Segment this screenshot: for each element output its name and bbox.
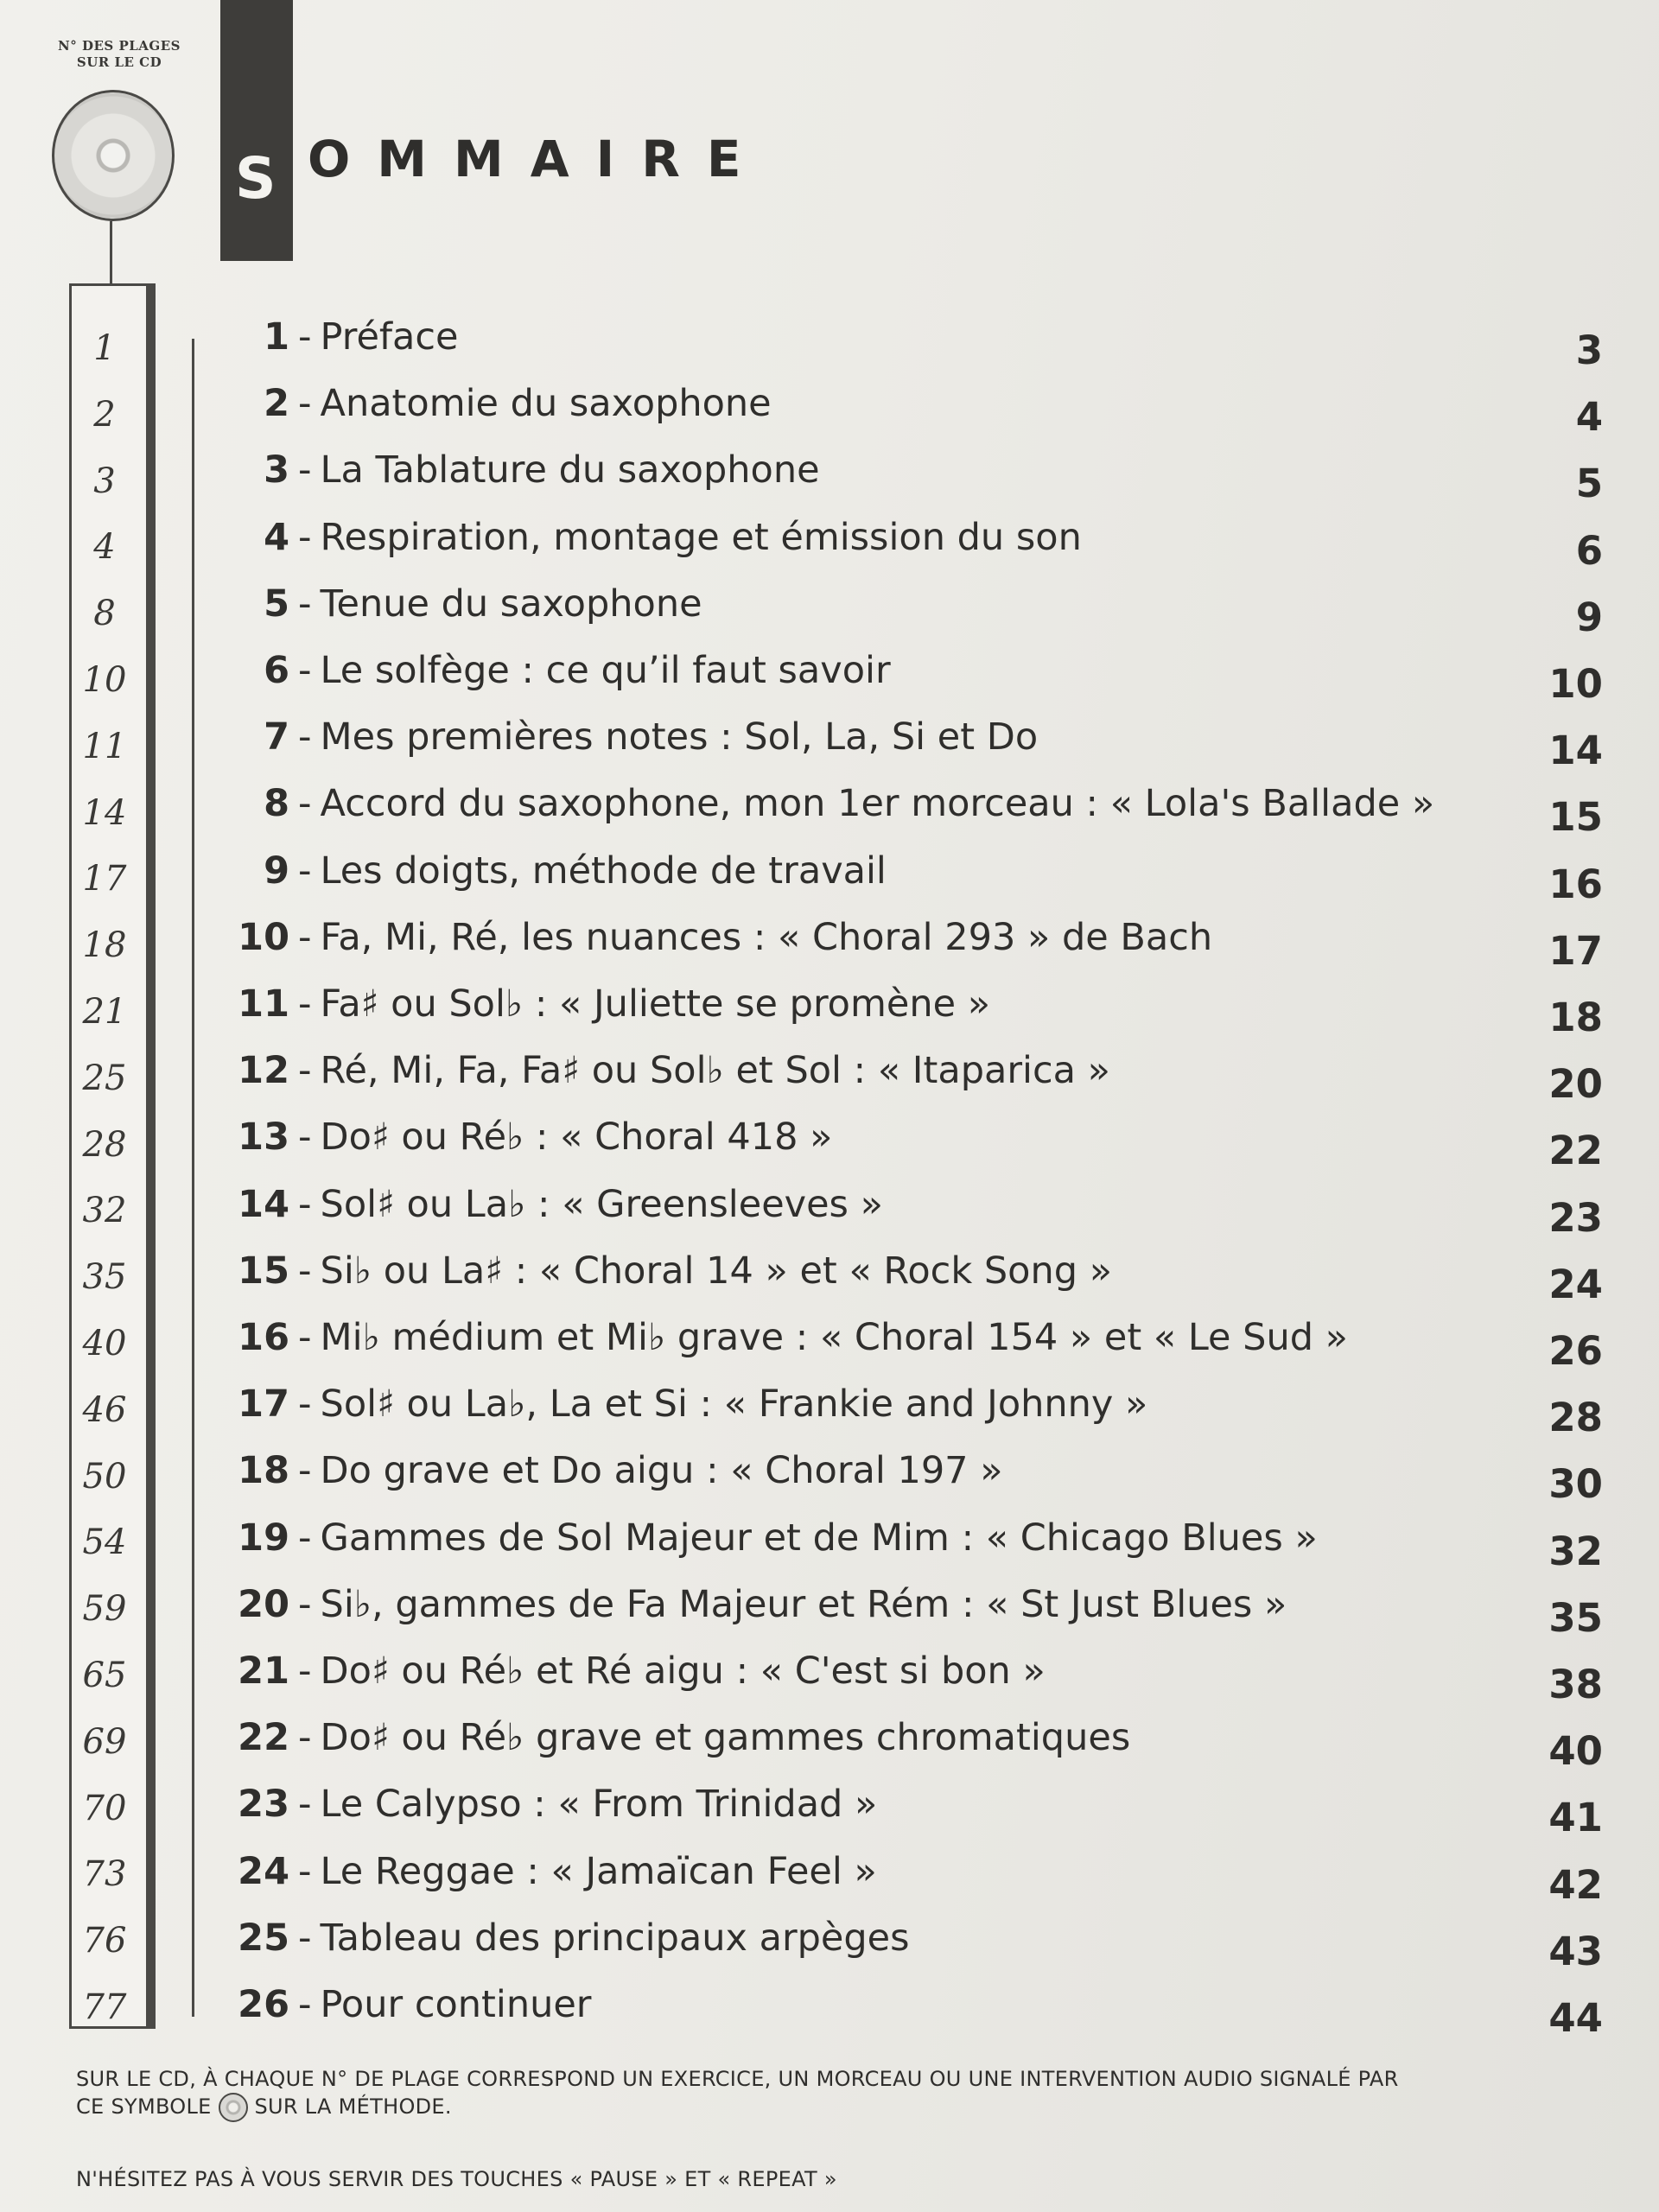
toc-row	[229, 915, 1611, 974]
toc-row	[229, 1316, 1611, 1374]
toc-separator: -	[298, 1449, 312, 1493]
toc-chapter-title: La Tablature du saxophone	[320, 448, 820, 493]
toc-separator: -	[298, 1849, 312, 1893]
toc-chapter-title: Préface	[320, 315, 459, 359]
toc-page-number: 22	[1548, 1128, 1603, 1174]
track-number: 10	[82, 660, 127, 700]
toc-row	[229, 1049, 1611, 1108]
footer-line-1: SUR LE CD, À CHAQUE N° DE PLAGE CORRESPOND UN EXERCICE, UN MORCEAU OU UNE INTERVENTION AUDIO SIGNALÉ PAR	[76, 2067, 1399, 2091]
toc-chapter-number: 1	[264, 315, 289, 359]
toc-chapter-number: 19	[238, 1516, 289, 1560]
track-number: 2	[93, 394, 116, 435]
footer-note-buttons: N'HÉSITEZ PAS À VOUS SERVIR DES TOUCHES « PAUSE » ET « REPEAT »	[76, 2167, 837, 2191]
toc-page-number: 32	[1548, 1528, 1603, 1574]
track-number: 65	[82, 1656, 127, 1695]
toc-separator: -	[298, 448, 312, 493]
toc-chapter-number: 4	[264, 515, 289, 559]
toc-chapter-title: Do♯ ou Ré♭ : « Choral 418 »	[320, 1116, 833, 1160]
toc-chapter-title: Mes premières notes : Sol, La, Si et Do	[320, 715, 1039, 760]
toc-chapter-number: 9	[264, 849, 289, 893]
track-number: 35	[82, 1257, 127, 1298]
toc-separator: -	[298, 1716, 312, 1760]
cd-icon	[52, 90, 175, 221]
toc-chapter-title: Si♭, gammes de Fa Majeur et Rém : « St Just Blues »	[320, 1582, 1287, 1626]
toc-separator: -	[298, 982, 312, 1026]
track-number: 11	[82, 726, 127, 766]
toc-chapter-title: Le Reggae : « Jamaïcan Feel »	[320, 1849, 877, 1893]
toc-row	[229, 1983, 1611, 2041]
track-number: 21	[82, 992, 127, 1032]
toc-row	[229, 515, 1611, 574]
toc-chapter-title: Sol♯ ou La♭ : « Greensleeves »	[320, 1182, 883, 1226]
toc-page-number: 35	[1548, 1594, 1603, 1641]
toc-chapter-number: 10	[238, 915, 289, 959]
toc-separator: -	[298, 1916, 312, 1960]
toc-page-number: 42	[1548, 1861, 1603, 1908]
toc-chapter-number: 2	[264, 382, 289, 426]
toc-chapter-number: 16	[238, 1316, 289, 1359]
toc-row	[229, 1849, 1611, 1908]
track-number: 70	[82, 1788, 127, 1828]
toc-row	[229, 1916, 1611, 1974]
toc-page-number: 26	[1548, 1328, 1603, 1374]
toc-chapter-number: 11	[238, 982, 289, 1026]
toc-page-number: 44	[1548, 1995, 1603, 2041]
cd-track-caption: N° DES PLAGES SUR LE CD	[58, 38, 181, 70]
toc-separator: -	[298, 782, 312, 826]
toc-page-number: 23	[1548, 1194, 1603, 1241]
toc-row	[229, 649, 1611, 707]
toc-row	[229, 315, 1611, 373]
toc-separator: -	[298, 382, 312, 426]
toc-separator: -	[298, 1582, 312, 1626]
footer-note-cd	[76, 2065, 1476, 2122]
toc-separator: -	[298, 1783, 312, 1827]
track-number: 32	[82, 1191, 127, 1231]
toc-chapter-title: Pour continuer	[320, 1983, 592, 2026]
toc-chapter-title: Gammes de Sol Majeur et de Mim : « Chicago Blues »	[320, 1516, 1318, 1560]
toc-chapter-number: 22	[238, 1716, 289, 1760]
toc-chapter-number: 26	[238, 1983, 289, 2026]
cd-symbol-icon	[219, 2093, 248, 2122]
toc-row	[229, 1649, 1611, 1707]
toc-page-number: 28	[1548, 1395, 1603, 1441]
toc-separator: -	[298, 1182, 312, 1226]
track-number: 54	[82, 1522, 127, 1563]
track-number: 25	[82, 1058, 127, 1098]
footer-line-1c: SUR LA MÉTHODE.	[254, 2094, 452, 2119]
toc-chapter-title: Mi♭ médium et Mi♭ grave : « Choral 154 » et « Le Sud »	[320, 1316, 1348, 1359]
toc-page-number: 9	[1575, 594, 1603, 640]
track-number: 1	[93, 328, 116, 368]
toc-separator: -	[298, 849, 312, 893]
footer-line-1b: CE SYMBOLE	[76, 2094, 212, 2119]
toc-chapter-title: Les doigts, méthode de travail	[320, 849, 887, 893]
toc-row	[229, 448, 1611, 507]
page-title-first-letter: S	[235, 145, 278, 212]
toc-page-number: 16	[1548, 861, 1603, 907]
toc-chapter-number: 7	[264, 715, 289, 760]
page-title: OMMAIRE	[308, 130, 768, 188]
toc-row	[229, 1716, 1611, 1775]
toc-separator: -	[298, 1382, 312, 1427]
toc-row	[229, 1249, 1611, 1307]
toc-chapter-title: Do♯ ou Ré♭ grave et gammes chromatiques	[320, 1716, 1131, 1760]
toc-row	[229, 1182, 1611, 1241]
toc-page-number: 15	[1548, 794, 1603, 841]
toc-chapter-number: 3	[264, 448, 289, 493]
toc-chapter-number: 13	[238, 1116, 289, 1160]
track-number: 76	[82, 1921, 127, 1961]
toc-page-number: 41	[1548, 1795, 1603, 1841]
track-divider-line	[192, 339, 194, 2017]
track-number: 46	[82, 1389, 127, 1430]
toc-page-number: 40	[1548, 1728, 1603, 1775]
track-number: 28	[82, 1124, 127, 1165]
toc-row	[229, 782, 1611, 841]
toc-separator: -	[298, 1983, 312, 2026]
toc-separator: -	[298, 1316, 312, 1359]
toc-page-number: 20	[1548, 1061, 1603, 1108]
toc-row	[229, 1116, 1611, 1174]
toc-page-number: 10	[1548, 661, 1603, 707]
toc-chapter-title: Do♯ ou Ré♭ et Ré aigu : « C'est si bon »	[320, 1649, 1046, 1693]
toc-chapter-number: 18	[238, 1449, 289, 1493]
toc-row	[229, 1582, 1611, 1641]
toc-row	[229, 1449, 1611, 1508]
toc-chapter-number: 8	[264, 782, 289, 826]
toc-page-number: 4	[1575, 394, 1603, 441]
toc-page-number: 14	[1548, 728, 1603, 774]
toc-separator: -	[298, 515, 312, 559]
toc-page-number: 18	[1548, 995, 1603, 1040]
toc-page-number: 43	[1548, 1928, 1603, 1974]
track-number: 77	[82, 1987, 127, 2027]
track-number: 73	[82, 1854, 127, 1895]
toc-row	[229, 1516, 1611, 1574]
toc-chapter-title: Ré, Mi, Fa, Fa♯ ou Sol♭ et Sol : « Itaparica »	[320, 1049, 1110, 1093]
toc-chapter-title: Accord du saxophone, mon 1er morceau : « Lola's Ballade »	[320, 782, 1435, 826]
track-number: 50	[82, 1456, 127, 1497]
track-number: 18	[82, 925, 127, 966]
toc-chapter-title: Fa♯ ou Sol♭ : « Juliette se promène »	[320, 982, 991, 1026]
toc-row	[229, 982, 1611, 1040]
toc-chapter-number: 6	[264, 649, 289, 692]
cd-connector-line	[110, 221, 112, 285]
toc-page-number: 5	[1575, 461, 1603, 507]
toc-chapter-number: 25	[238, 1916, 289, 1960]
toc-row	[229, 382, 1611, 441]
toc-chapter-number: 23	[238, 1783, 289, 1827]
toc-chapter-number: 24	[238, 1849, 289, 1893]
toc-page-number: 24	[1548, 1261, 1603, 1307]
toc-row	[229, 1783, 1611, 1841]
toc-separator: -	[298, 1116, 312, 1160]
toc-chapter-title: Respiration, montage et émission du son	[320, 515, 1082, 559]
toc-separator: -	[298, 1649, 312, 1693]
toc-separator: -	[298, 915, 312, 959]
toc-row	[229, 849, 1611, 907]
toc-separator: -	[298, 715, 312, 760]
toc-chapter-title: Tenue du saxophone	[320, 582, 702, 626]
toc-chapter-title: Fa, Mi, Ré, les nuances : « Choral 293 » de Bach	[320, 915, 1213, 959]
toc-chapter-number: 15	[238, 1249, 289, 1293]
toc-page-number: 3	[1575, 327, 1603, 373]
toc-page-number: 30	[1548, 1461, 1603, 1508]
track-number: 14	[82, 792, 127, 833]
toc-row	[229, 1382, 1611, 1441]
toc-chapter-number: 5	[264, 582, 289, 626]
toc-chapter-title: Anatomie du saxophone	[320, 382, 772, 426]
toc-row	[229, 582, 1611, 640]
toc-separator: -	[298, 1249, 312, 1293]
toc-chapter-title: Tableau des principaux arpèges	[320, 1916, 910, 1960]
toc-separator: -	[298, 315, 312, 359]
toc-page-number: 38	[1548, 1662, 1603, 1707]
toc-chapter-number: 14	[238, 1182, 289, 1226]
toc-chapter-number: 12	[238, 1049, 289, 1093]
title-dark-block	[220, 0, 293, 261]
track-number: 69	[82, 1721, 127, 1762]
toc-chapter-title: Le Calypso : « From Trinidad »	[320, 1783, 878, 1827]
toc-separator: -	[298, 1049, 312, 1093]
track-number: 17	[82, 859, 127, 899]
toc-separator: -	[298, 649, 312, 692]
toc-chapter-title: Sol♯ ou La♭, La et Si : « Frankie and Johnny »	[320, 1382, 1148, 1427]
toc-chapter-number: 17	[238, 1382, 289, 1427]
track-number: 8	[93, 594, 116, 634]
toc-chapter-number: 21	[238, 1649, 289, 1693]
track-number: 4	[93, 527, 116, 568]
toc-row	[229, 715, 1611, 774]
toc-chapter-title: Le solfège : ce qu’il faut savoir	[320, 649, 891, 692]
track-number: 3	[93, 461, 116, 501]
toc-separator: -	[298, 1516, 312, 1560]
toc-page-number: 17	[1548, 927, 1603, 974]
toc-page-number: 6	[1575, 527, 1603, 574]
toc-separator: -	[298, 582, 312, 626]
toc-chapter-number: 20	[238, 1582, 289, 1626]
track-number: 40	[82, 1324, 127, 1363]
track-number: 59	[82, 1589, 127, 1630]
toc-chapter-title: Do grave et Do aigu : « Choral 197 »	[320, 1449, 1003, 1493]
toc-chapter-title: Si♭ ou La♯ : « Choral 14 » et « Rock Song »	[320, 1249, 1113, 1293]
